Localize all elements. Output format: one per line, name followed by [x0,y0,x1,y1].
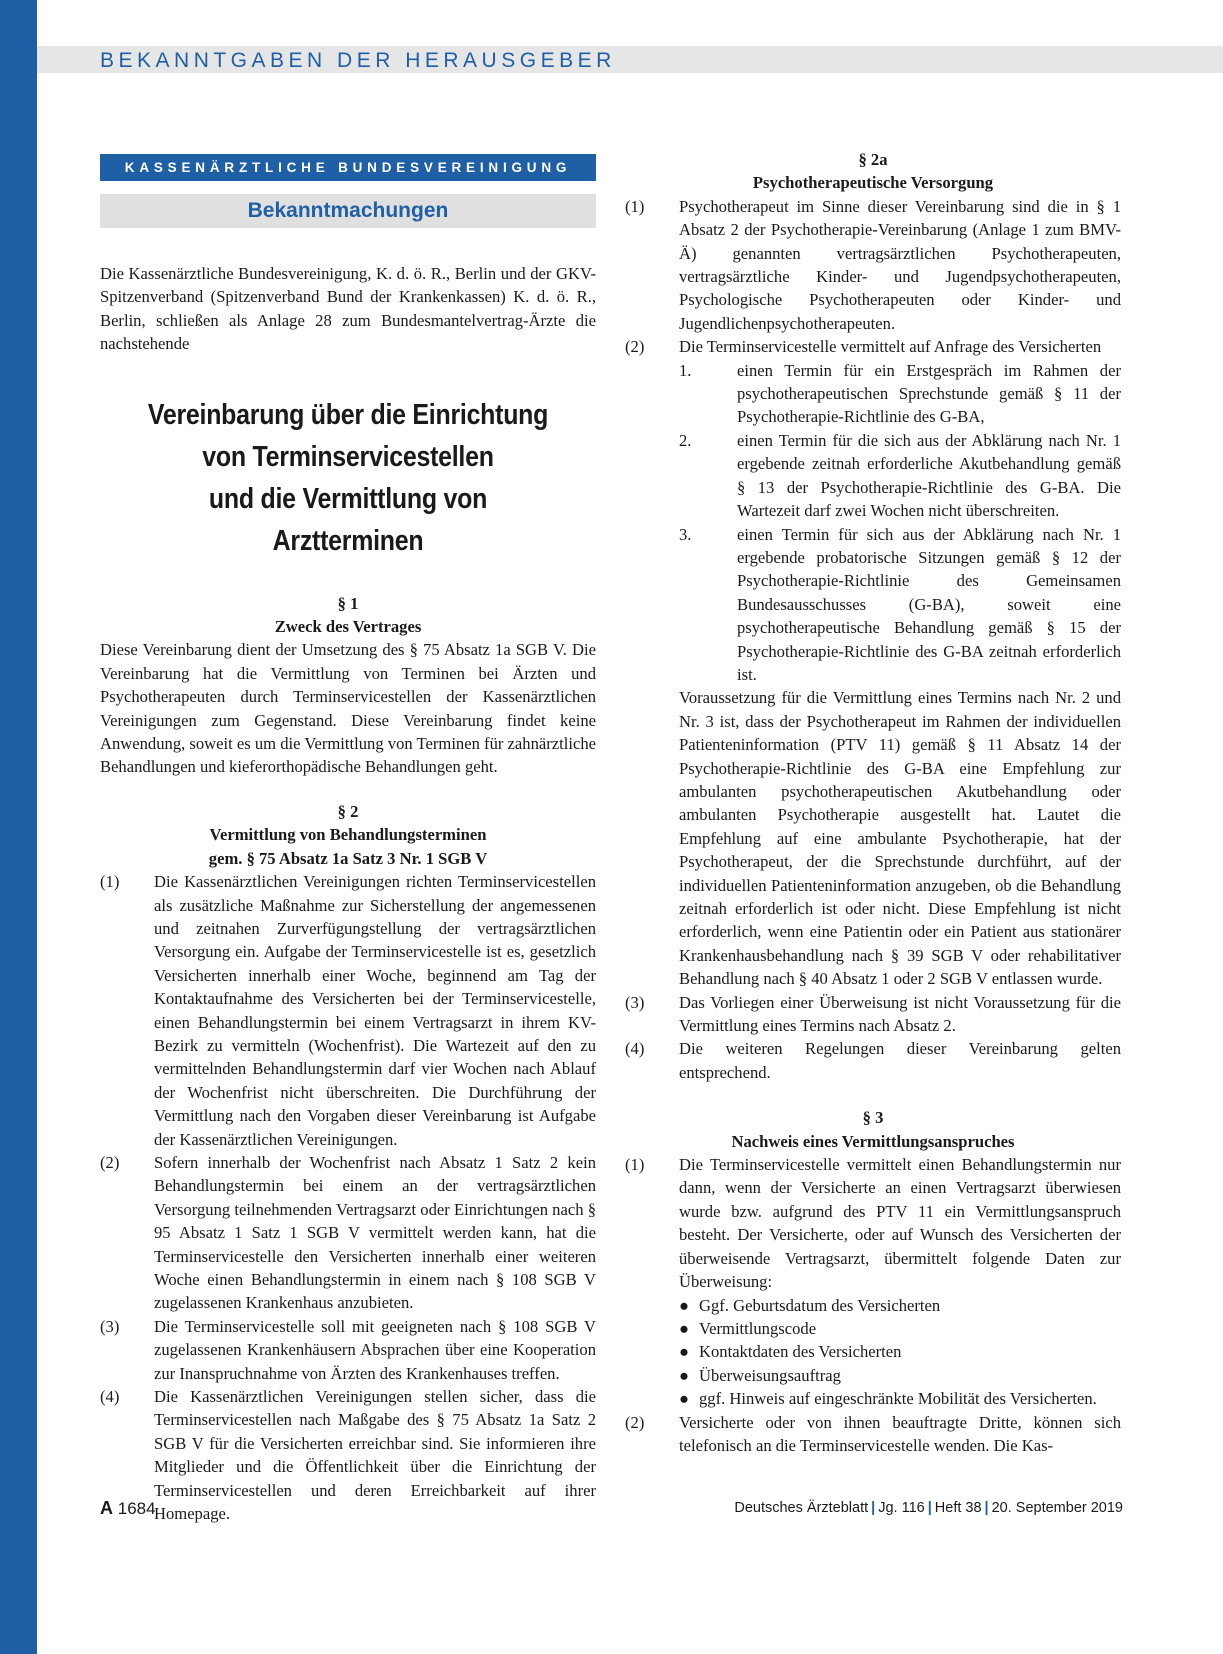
list-item-number: 1. [679,360,692,380]
paragraph-text: Die Terminservicestelle vermittelt einen Behandlungstermin nur dann, wenn der Versicherte an einen Vertragsarzt überwiesen wurde bzw. aufgrund des PTV 11 ein Vermittlungsanspruch besteht. Der Versicherte, oder auf Wunsch des Versicherten der überweisende Vertragsarzt, übermittelt folgende Daten zur Überweisung: [679,1155,1121,1292]
bullet-text: Überweisungsauftrag [699,1365,841,1385]
bullet-icon: ● [679,1295,690,1315]
paragraph-number: (4) [100,1387,120,1407]
paragraph-number: (3) [625,992,645,1012]
journal-date: 20. September 2019 [991,1500,1123,1516]
page-number-value: 1684 [117,1499,156,1518]
bullet-icon: ● [679,1342,690,1362]
section-2-paragraph [100,1151,596,1315]
list-item [679,429,1121,523]
title-line: und die Vermittlung von Arztterminen [208,482,488,557]
title-line: von Terminservicestellen [202,440,494,473]
bullet-list [679,1294,1121,1411]
journal-footer [734,1500,1123,1516]
page-number [100,1498,156,1519]
paragraph-number: (2) [100,1152,120,1172]
paragraph-number: (4) [625,1039,645,1059]
right-column [625,148,1121,1457]
section-2-subheading: gem. § 75 Absatz 1a Satz 3 Nr. 1 SGB V [208,848,488,868]
journal-volume: Jg. 116 [878,1500,925,1516]
section-2a-paragraph [625,1037,1121,1084]
section-1-heading: Zweck des Vertrages [274,617,422,637]
list-item-number: 2. [679,430,692,450]
section-2a-heading: Psychotherapeutische Versorgung [752,173,994,193]
bullet-text: ggf. Hinweis auf eingeschränkte Mobilität des Versicherten. [699,1389,1097,1409]
paragraph-text: Psychotherapeut im Sinne dieser Vereinbarung sind die in § 1 Absatz 2 der Psychotherapie-Vereinbarung (Anlage 1 zum BMV-Ä) genannten vertragsärztlichen Psychotherapeuten, vertragsärztliche Kinder- und Jugendpsychotherapeuten, Psychologische Psychotherapeuten oder Kinder- und Jugendlichenpsychotherapeuten. [679,196,1121,333]
paragraph-number: (2) [625,1412,645,1432]
section-3-paragraph [625,1153,1121,1293]
section-2a-number: § 2a [858,150,888,169]
separator: | [927,1500,932,1516]
list-item-number: 3. [679,524,692,544]
bullet-text: Kontaktdaten des Versicherten [699,1342,902,1362]
bullet-item [679,1340,1121,1363]
list-item [679,359,1121,429]
section-3-heading: Nachweis eines Vermittlungsanspruches [731,1131,1015,1151]
paragraph-text: Versicherte oder von ihnen beauftragte Dritte, können sich telefonisch an die Terminservicestelle wenden. Die Kas- [679,1412,1121,1455]
paragraph-number: (1) [100,872,120,892]
section-2a-paragraph [625,195,1121,335]
bullet-icon: ● [679,1365,690,1385]
organization-bar: KASSENÄRZTLICHE BUNDESVEREINIGUNG [100,154,596,181]
paragraph-text: Die weiteren Regelungen dieser Vereinbarung gelten entsprechend. [679,1039,1121,1082]
left-column [100,154,596,1525]
agreement-title [135,394,562,562]
paragraph-number: (2) [625,337,645,357]
bullet-item [679,1317,1121,1340]
bullet-item [679,1364,1121,1387]
paragraph-text: Die Terminservicestelle soll mit geeigneten nach § 108 SGB V zugelassenen Krankenhäusern Absprachen über eine Kooperation zur Inanspruchnahme von Ärzten des Krankenhauses treffen. [154,1316,596,1383]
paragraph-continuation: Voraussetzung für die Vermittlung eines Termins nach Nr. 2 und Nr. 3 ist, dass der Psychotherapeut im Rahmen der individuellen Patienteninformation (PTV 11) gemäß § 11 Absatz 14 der Psychotherapie-Richtlinie des G-BA eine Empfehlung zur ambulanten psychotherapeutischen Akutbehandlung oder ambulanten Psychotherapie ausgestellt hat. Lautet die Empfehlung auf eine ambulante Psychotherapie, hat der Psychotherapeut, der die Sprechstunde durchführt, auf der individuellen Patienteninformation anzugeben, ob die Behandlung zeitnah erforderlich ist oder nicht. Diese Empfehlung ist nicht erforderlich, wenn eine Patientin oder ein Patient aus stationärer Krankenhausbehandlung nach § 39 SGB V oder rehabilitativer Behandlung nach § 40 Absatz 1 oder 2 SGB V entlassen wurde. [679,688,1121,989]
section-3-paragraph [625,1411,1121,1458]
list-item-text: einen Termin für die sich aus der Abklärung nach Nr. 1 ergebende zeitnah erforderliche Akutbehandlung gemäß § 13 der Psychotherapie-Richtlinie des G-BA. Die Wartezeit darf zwei Wochen nicht überschreiten. [737,430,1121,521]
bullet-icon: ● [679,1389,690,1409]
paragraph-number: (3) [100,1316,120,1336]
intro-paragraph: Die Kassenärztliche Bundesvereinigung, K. d. ö. R., Berlin und der GKV-Spitzenverband (Spitzenverband Bund der Krankenkassen) K. d. ö. R., Berlin, schließen als Anlage 28 zum Bundesmantelvertrag-Ärzte die nachstehende [100,264,596,354]
section-2-number: § 2 [337,801,359,821]
paragraph-text: Die Kassenärztlichen Vereinigungen stellen sicher, dass die Terminservicestellen nach Maßgabe des § 75 Absatz 1a Satz 2 SGB V für die Versicherten erreichbar sind. Sie informieren ihre Mitglieder und die Öffentlichkeit über die Einrichtung der Terminservicestellen und deren Erreichbarkeit auf ihrer Homepage. [154,1387,596,1524]
section-2-paragraph [100,1385,596,1525]
section-2-paragraph [100,870,596,1151]
journal-issue: Heft 38 [934,1500,982,1516]
bullet-icon: ● [679,1318,690,1338]
paragraph-number: (1) [625,1155,645,1175]
title-line: Vereinbarung über die Einrichtung [147,398,549,431]
section-2-paragraph [100,1315,596,1385]
section-2a-paragraph [625,335,1121,358]
separator: | [984,1500,989,1516]
section-header: BEKANNTGABEN DER HERAUSGEBER [100,49,616,72]
separator: | [871,1500,876,1516]
list-item-text: einen Termin für ein Erstgespräch im Rahmen der psychotherapeutischen Sprechstunde gemäß § 11 der Psychotherapie-Richtlinie des G-BA, [737,360,1121,427]
page-prefix: A [100,1498,113,1518]
bullet-text: Vermittlungscode [699,1318,817,1338]
paragraph-text: Sofern innerhalb der Wochenfrist nach Absatz 1 Satz 2 kein Behandlungstermin bei einem an der vertragsärztlichen Versorgung teilnehmenden Vertragsarzt oder Einrichtungen nach § 95 Absatz 1 Satz 1 SGB V vermittelt werden kann, hat die Terminservicestelle den Versicherten innerhalb einer weiteren Woche einen Behandlungstermin in einem nach § 108 SGB V zugelassenen Krankenhaus anzubieten. [154,1152,596,1313]
paragraph-text: Die Kassenärztlichen Vereinigungen richten Terminservicestellen als zusätzliche Maßnahme zur Sicherstellung der angemessenen und zeitnahen Zurverfügungstellung der vertragsärztlichen Versorgung ein. Aufgabe der Terminservicestelle ist es, gesetzlich Versicherten innerhalb einer Woche, beginnend am Tag der Kontaktaufnahme des Versicherten bei der Terminservicestelle, einen Behandlungstermin bei einem Vertragsarzt in ihrem KV-Bezirk zu vermitteln (Wochenfrist). Die Wartezeit auf den zu vermittelnden Behandlungstermin darf vier Wochen nach Ablauf der Wochenfrist nicht überschreiten. Die Durchführung der Vermittlung nach den Vorgaben dieser Vereinbarung ist Aufgabe der Kassenärztlichen Vereinigungen. [154,872,596,1149]
journal-name: Deutsches Ärzteblatt [734,1500,869,1516]
section-2a-paragraph [625,991,1121,1038]
paragraph-text: Die Terminservicestelle vermittelt auf Anfrage des Versicherten [679,337,1102,357]
section-1-number: § 1 [337,593,359,613]
numbered-list [679,359,1121,687]
paragraph-text: Das Vorliegen einer Überweisung ist nicht Voraussetzung für die Vermittlung eines Termins nach Absatz 2. [679,992,1121,1036]
bullet-item [679,1294,1121,1317]
section-3-number: § 3 [862,1108,884,1128]
bekanntmachungen-bar: Bekanntmachungen [100,194,596,228]
paragraph-number: (1) [625,196,645,216]
section-2-heading: Vermittlung von Behandlungsterminen [209,825,487,845]
list-item-text: einen Termin für sich aus der Abklärung nach Nr. 1 ergebende probatorische Sitzungen gemäß § 12 der Psychotherapie-Richtlinie des Gemeinsamen Bundesausschusses (G-BA), soweit eine psychotherapeutische Behandlung gemäß § 15 der Psychotherapie-Richtlinie des G-BA zeitnah erforderlich ist. [737,524,1121,684]
bullet-item [679,1387,1121,1410]
left-color-strip [0,0,37,1654]
bullet-text: Ggf. Geburtsdatum des Versicherten [699,1295,941,1315]
list-item [679,523,1121,687]
section-1-text: Diese Vereinbarung dient der Umsetzung des § 75 Absatz 1a SGB V. Die Vereinbarung hat die Vermittlung von Terminen bei Ärzten und Psychotherapeuten durch Terminservicestellen der Kassenärztlichen Vereinigungen zum Gegenstand. Diese Vereinbarung findet keine Anwendung, soweit es um die Vermittlung von Terminen für zahnärztliche Behandlungen und kieferorthopädische Behandlungen geht. [100,640,596,777]
